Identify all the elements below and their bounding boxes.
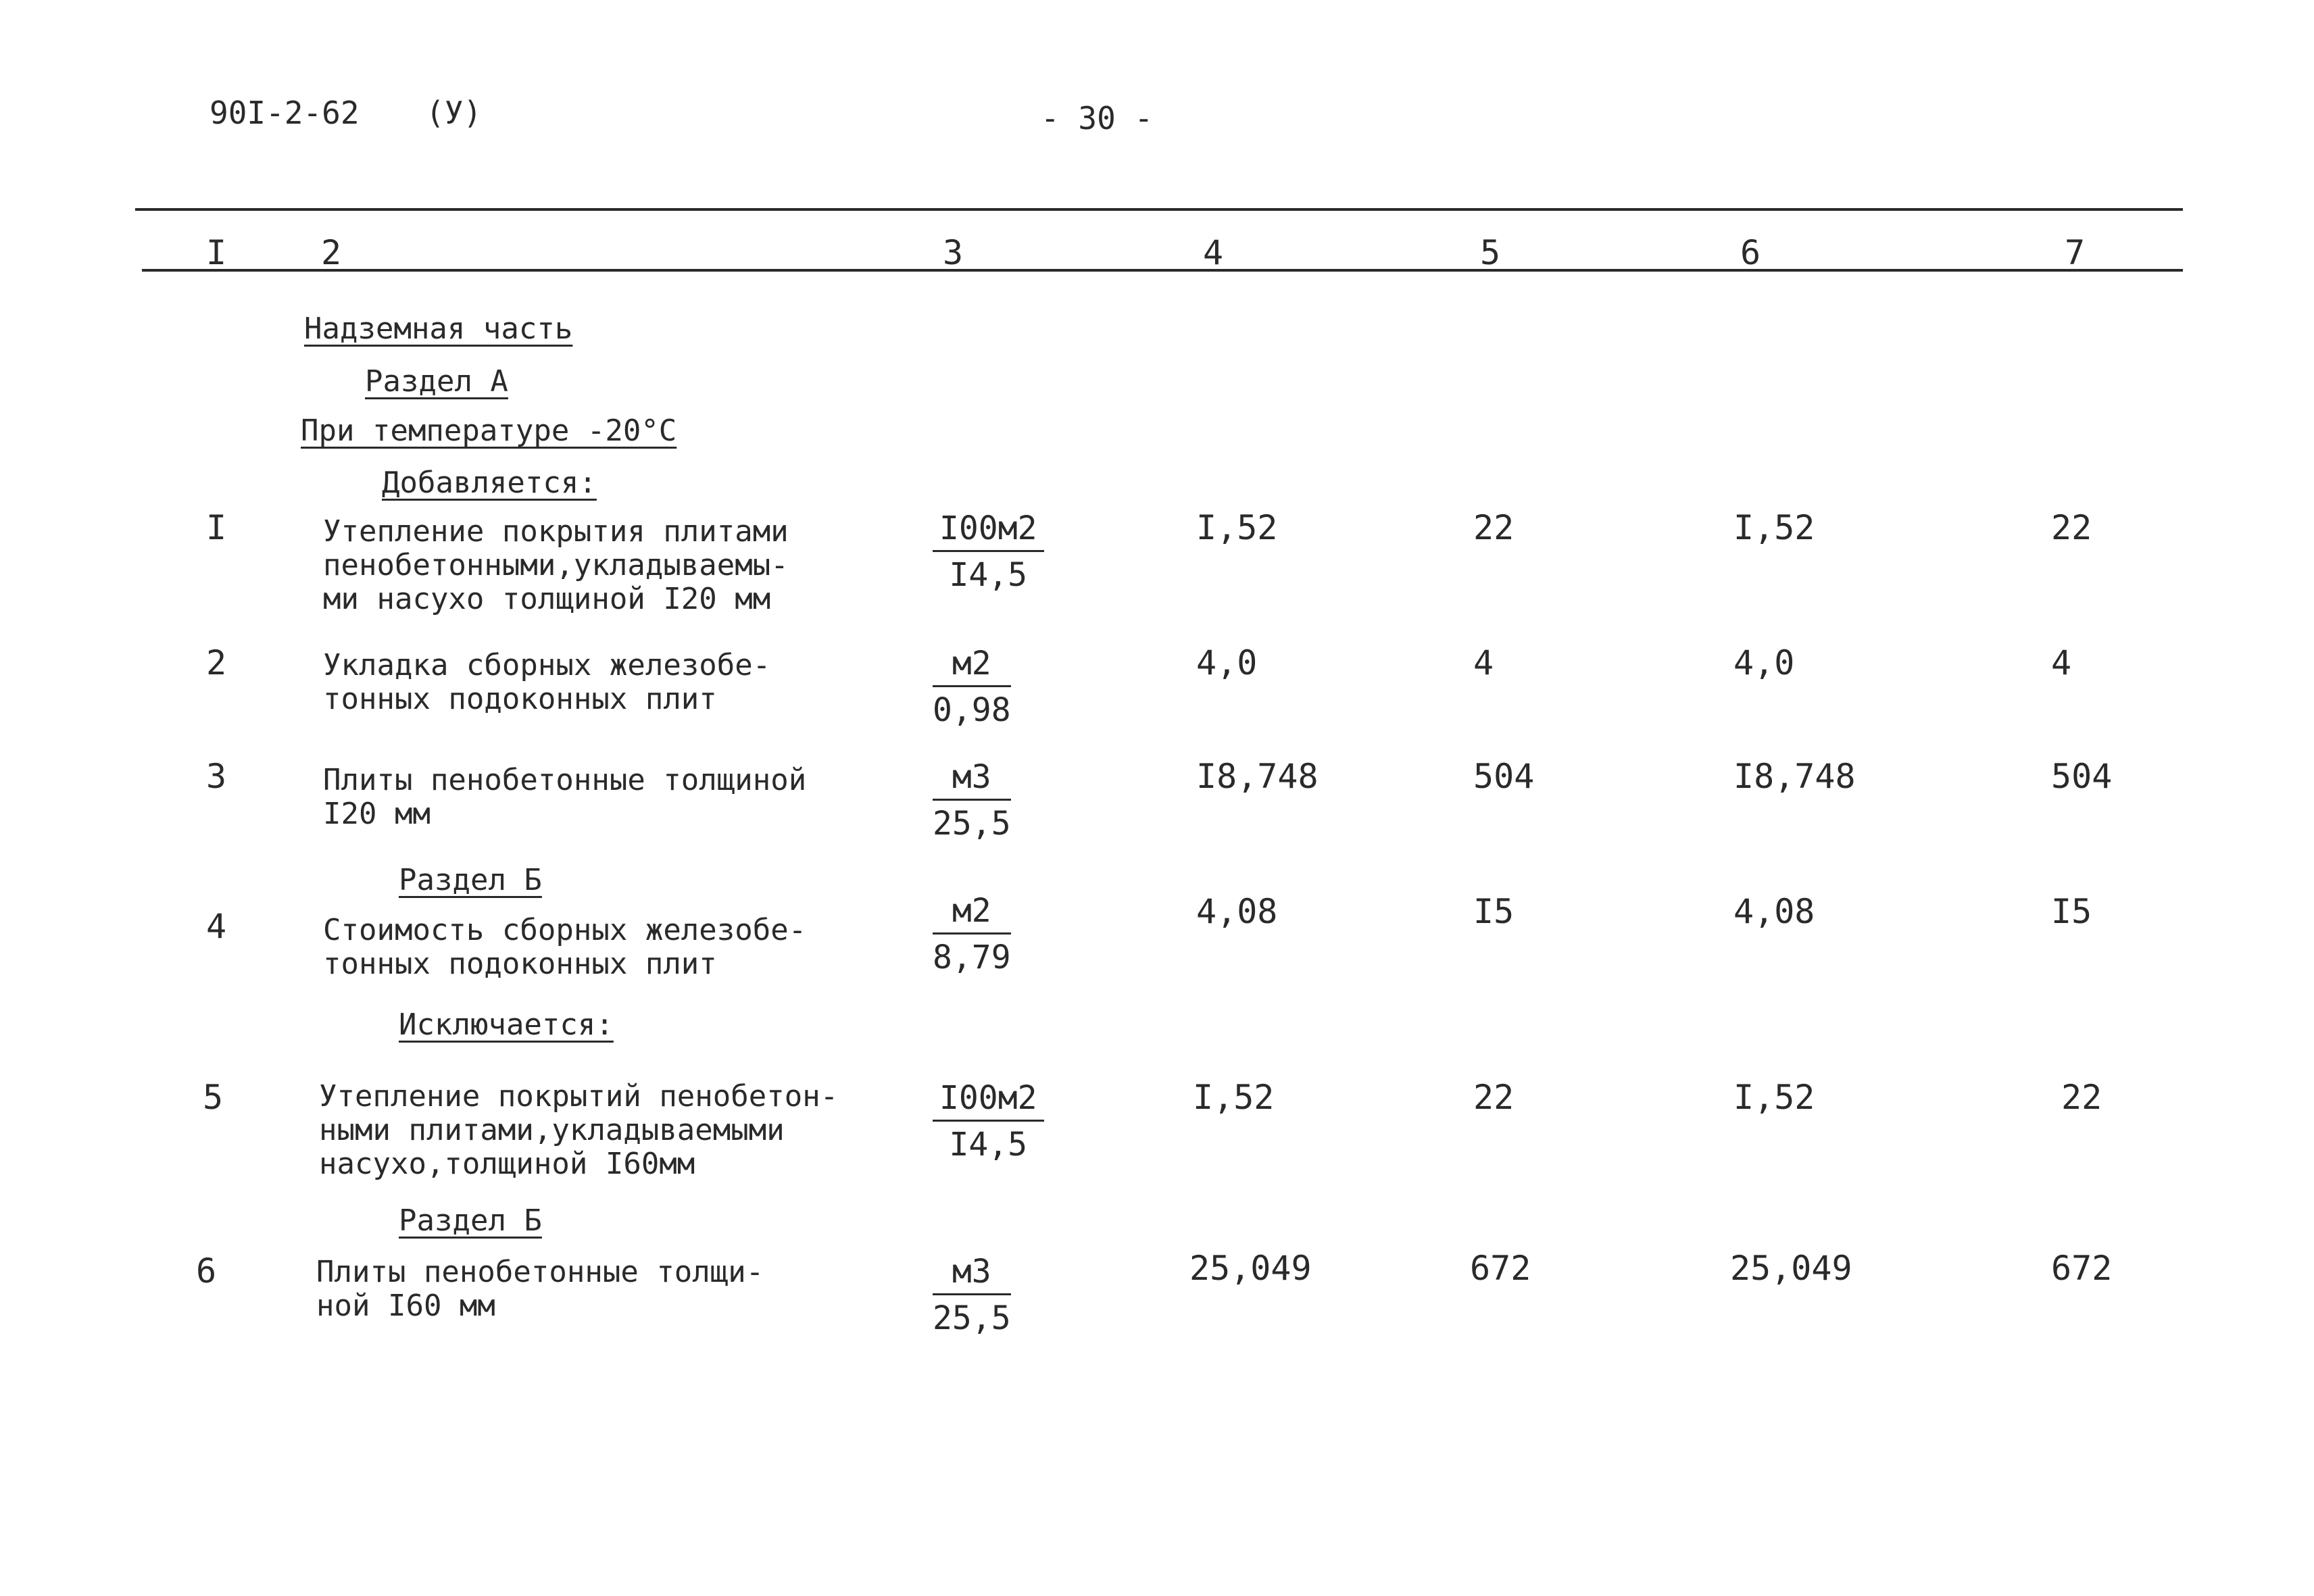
heading-temperature: При температуре -20°С (301, 414, 677, 448)
row-3-col-4: I8,748 (1196, 757, 1319, 796)
row-2-unit-price (933, 643, 1011, 730)
row-2-col-4: 4,0 (1196, 643, 1258, 682)
row-5-price: I4,5 (949, 1126, 1028, 1164)
heading-section-b-1: Раздел Б (399, 863, 542, 897)
row-6-desc-line-2: ной I60 мм (316, 1289, 495, 1323)
row-4-desc-line-1: Стоимость сборных железобе- (323, 913, 807, 947)
row-2-number: 2 (206, 643, 227, 682)
row-6-price: 25,5 (933, 1299, 1011, 1337)
row-6-col-4: 25,049 (1189, 1249, 1312, 1288)
heading-part: Надземная часть (304, 311, 573, 346)
column-number-7: 7 (2065, 233, 2086, 272)
row-1-unit: I00м2 (933, 508, 1044, 552)
row-2-price: 0,98 (933, 691, 1011, 729)
row-4-number: 4 (206, 907, 227, 946)
row-1-col-6: I,52 (1733, 508, 1815, 547)
row-6-unit: м3 (933, 1251, 1011, 1295)
row-1-price: I4,5 (949, 556, 1028, 594)
column-number-3: 3 (943, 233, 964, 272)
document-variant: (У) (426, 95, 483, 131)
row-1-col-5: 22 (1473, 508, 1515, 547)
column-number-6: 6 (1740, 233, 1761, 272)
table-top-rule (135, 208, 2183, 211)
row-4-unit: м2 (933, 891, 1011, 934)
row-4-price: 8,79 (933, 939, 1011, 976)
row-6-desc-line-1: Плиты пенобетонные толщи- (316, 1255, 764, 1289)
row-3-unit: м3 (933, 757, 1011, 801)
row-3-col-5: 504 (1473, 757, 1535, 796)
row-1-number: I (206, 508, 227, 547)
row-2-col-5: 4 (1473, 643, 1494, 682)
row-1-desc-line-3: ми насухо толщиной I20 мм (323, 582, 771, 616)
column-number-1: I (206, 233, 227, 272)
row-2-col-7: 4 (2051, 643, 2072, 682)
row-5-col-5: 22 (1473, 1078, 1515, 1117)
heading-section-a: Раздел А (365, 364, 508, 399)
row-4-unit-price (933, 891, 1011, 978)
row-3-price: 25,5 (933, 805, 1011, 843)
row-2-desc-line-2: тонных подоконных плит (323, 682, 717, 716)
row-2-col-6: 4,0 (1733, 643, 1795, 682)
row-6-col-7: 672 (2051, 1249, 2113, 1288)
row-6-unit-price (933, 1251, 1011, 1339)
page-number: - 30 - (1041, 100, 1154, 136)
column-number-4: 4 (1203, 233, 1224, 272)
row-3-col-6: I8,748 (1733, 757, 1856, 796)
row-3-desc-line-2: I20 мм (323, 797, 430, 831)
column-number-2: 2 (321, 233, 342, 272)
row-5-col-4: I,52 (1193, 1078, 1275, 1117)
row-5-col-7: 22 (2061, 1078, 2102, 1117)
row-1-col-4: I,52 (1196, 508, 1278, 547)
row-1-desc-line-1: Утепление покрытия плитами (323, 514, 789, 549)
row-5-col-6: I,52 (1733, 1078, 1815, 1117)
row-5-desc-line-3: насухо,толщиной I60мм (319, 1147, 695, 1181)
row-6-number: 6 (196, 1251, 217, 1291)
row-3-number: 3 (206, 757, 227, 796)
row-5-unit: I00м2 (933, 1078, 1044, 1122)
row-1-desc-line-2: пенобетонными,укладываемы- (323, 548, 789, 582)
row-1-unit-price (933, 508, 1044, 595)
row-1-col-7: 22 (2051, 508, 2092, 547)
table-header-rule (142, 269, 2183, 272)
row-4-desc-line-2: тонных подоконных плит (323, 947, 717, 981)
row-4-col-4: 4,08 (1196, 892, 1278, 931)
row-5-unit-price (933, 1078, 1044, 1165)
row-3-unit-price (933, 757, 1011, 844)
row-2-unit: м2 (933, 643, 1011, 687)
row-4-col-7: I5 (2051, 892, 2092, 931)
heading-excluded: Исключается: (399, 1007, 614, 1042)
row-4-col-6: 4,08 (1733, 892, 1815, 931)
document-code: 90I-2-62 (210, 95, 360, 131)
row-5-desc-line-1: Утепление покрытий пенобетон- (319, 1079, 839, 1114)
row-5-desc-line-2: ными плитами,укладываемыми (319, 1113, 785, 1147)
row-4-col-5: I5 (1473, 892, 1515, 931)
row-3-col-7: 504 (2051, 757, 2113, 796)
row-5-number: 5 (203, 1078, 224, 1117)
row-3-desc-line-1: Плиты пенобетонные толщиной (323, 763, 807, 797)
heading-section-b-2: Раздел Б (399, 1203, 542, 1238)
row-2-desc-line-1: Укладка сборных железобе- (323, 648, 771, 682)
heading-added: Добавляется: (382, 466, 597, 500)
row-6-col-5: 672 (1470, 1249, 1531, 1288)
column-number-5: 5 (1480, 233, 1501, 272)
row-6-col-6: 25,049 (1730, 1249, 1852, 1288)
